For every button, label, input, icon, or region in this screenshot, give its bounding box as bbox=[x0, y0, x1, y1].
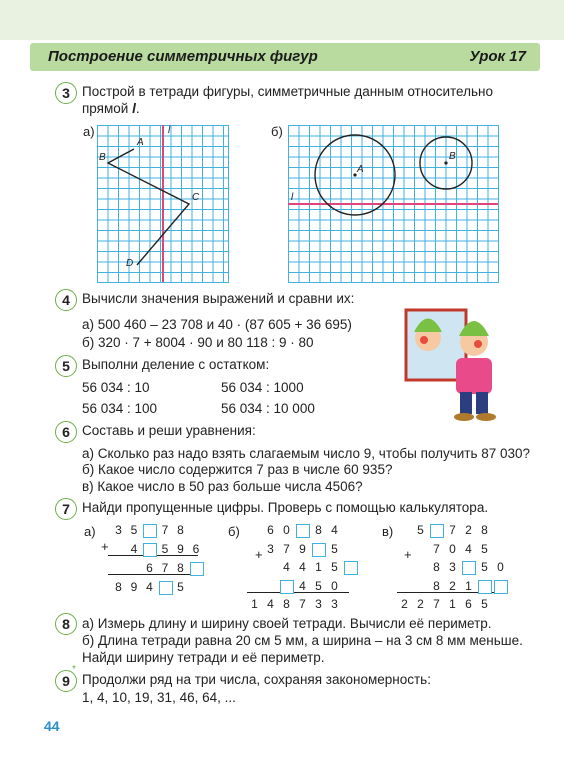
column-digit: 3 bbox=[331, 597, 338, 611]
task-4-number: 4 bbox=[55, 289, 77, 311]
column-digit: 3 bbox=[115, 523, 122, 537]
column-digit: 9 bbox=[130, 580, 138, 594]
figure-a bbox=[97, 125, 237, 285]
column-digit: 6 bbox=[267, 523, 274, 537]
plus-sign-b: + bbox=[255, 547, 263, 562]
task-3-line2: прямой l. bbox=[82, 101, 140, 116]
task-7-title: Найди пропущенные цифры. Проверь с помощью калькулятора. bbox=[82, 500, 489, 515]
missing-digit-box[interactable] bbox=[143, 543, 157, 557]
task-3-part-b: б) bbox=[271, 124, 283, 139]
center-b bbox=[444, 161, 447, 164]
task-7-number: 7 bbox=[55, 498, 77, 520]
column-digit: 1 bbox=[449, 597, 456, 611]
column-digit: 5 bbox=[331, 541, 338, 556]
missing-digit-box[interactable] bbox=[190, 562, 204, 576]
column-digit: 7 bbox=[433, 597, 440, 611]
column-digit: 0 bbox=[497, 560, 504, 574]
task-9-number: 9 bbox=[55, 670, 77, 692]
column-digit: 9 bbox=[177, 542, 184, 556]
column-digit: 3 bbox=[315, 597, 322, 611]
column-digit: 4 bbox=[299, 578, 306, 593]
column-digit: 0 bbox=[283, 523, 290, 537]
task-9-title: Продолжи ряд на три числа, сохраняя закономерность: bbox=[82, 672, 431, 687]
column-digit: 5 bbox=[481, 541, 488, 556]
task-3-number: 3 bbox=[55, 82, 77, 104]
plus-sign-c: + bbox=[404, 547, 412, 562]
axis-label-b: l bbox=[291, 192, 294, 203]
column-digit: 8 bbox=[315, 523, 322, 537]
column-digit: 8 bbox=[433, 560, 440, 574]
task-5-r1c2: 56 034 : 1000 bbox=[221, 380, 304, 395]
center-a-label: A bbox=[357, 164, 364, 175]
top-band bbox=[0, 0, 564, 40]
column-digit: 8 bbox=[177, 561, 184, 575]
missing-digit-box[interactable] bbox=[344, 561, 358, 575]
task-9-series: 1, 4, 10, 19, 31, 46, 64, ... bbox=[82, 690, 236, 705]
column-digit: 4 bbox=[299, 560, 306, 574]
column-digit: 4 bbox=[283, 560, 290, 574]
column-digit: 8 bbox=[177, 523, 184, 537]
column-digit: 5 bbox=[331, 560, 338, 574]
task-6-a: а) Сколько раз надо взять слагаемым число 9, чтобы получить 87 030? bbox=[82, 446, 531, 461]
axis-label-a: l bbox=[168, 125, 171, 136]
column-digit: 7 bbox=[449, 523, 456, 537]
column-digit: 4 bbox=[130, 542, 138, 556]
missing-digit-box[interactable] bbox=[296, 524, 310, 538]
point-b-label: B bbox=[99, 152, 106, 163]
lesson-title: Построение симметричных фигур bbox=[48, 48, 318, 65]
missing-digit-box[interactable] bbox=[494, 580, 508, 594]
missing-digit-box[interactable] bbox=[462, 561, 476, 575]
task-6-number: 6 bbox=[55, 421, 77, 443]
point-d-label: D bbox=[126, 258, 134, 269]
task-5-number: 5 bbox=[55, 355, 77, 377]
column-digit: 8 bbox=[115, 580, 122, 594]
column-digit: 7 bbox=[299, 597, 306, 611]
column-digit: 8 bbox=[283, 597, 290, 611]
column-digit: 6 bbox=[192, 542, 200, 556]
task-5-r1c1: 56 034 : 10 bbox=[82, 380, 150, 395]
column-digit: 4 bbox=[465, 541, 472, 556]
sweater-icon bbox=[456, 358, 492, 394]
task-7-label-a: а) bbox=[84, 524, 96, 539]
missing-digit-box[interactable] bbox=[430, 524, 444, 538]
task-3-part-a: а) bbox=[83, 124, 95, 139]
column-digit: 7 bbox=[161, 561, 169, 575]
task-3-line1: Построй в тетради фигуры, симметричные данным относительно bbox=[82, 84, 493, 99]
column-digit: 1 bbox=[315, 560, 322, 574]
task-7-label-b: б) bbox=[228, 524, 240, 539]
column-digit: 4 bbox=[146, 580, 153, 594]
column-digit: 0 bbox=[331, 578, 338, 593]
task-4-title: Вычисли значения выражений и сравни их: bbox=[82, 291, 355, 306]
task-6-b: б) Какое число содержится 7 раз в числе 60 935? bbox=[82, 462, 393, 477]
missing-digit-box[interactable] bbox=[280, 580, 294, 594]
task-6-c: в) Какое число в 50 раз больше числа 4506? bbox=[82, 479, 363, 494]
column-digit: 5 bbox=[417, 523, 424, 537]
column-digit: 6 bbox=[465, 597, 472, 611]
column-digit: 2 bbox=[417, 597, 424, 611]
column-digit: 5 bbox=[130, 523, 138, 537]
column-digit: 9 bbox=[299, 541, 306, 556]
task-8-b2: Найди ширину тетради и её периметр. bbox=[82, 650, 325, 665]
column-digit: 5 bbox=[315, 578, 322, 593]
task-8-a: а) Измерь длину и ширину своей тетради. Вычисли её периметр. bbox=[82, 616, 492, 631]
column-digit: 7 bbox=[161, 523, 169, 537]
lesson-header bbox=[30, 43, 540, 71]
missing-digit-box[interactable] bbox=[159, 581, 173, 595]
column-digit: 0 bbox=[449, 541, 456, 556]
column-digit: 1 bbox=[465, 578, 472, 593]
column-digit: 5 bbox=[177, 580, 184, 594]
center-b-label: B bbox=[449, 151, 456, 162]
column-digit: 5 bbox=[481, 560, 488, 574]
missing-digit-box[interactable] bbox=[312, 543, 326, 557]
figure-b bbox=[288, 125, 503, 285]
task-8-number: 8 bbox=[55, 613, 77, 635]
column-digit: 7 bbox=[433, 541, 440, 556]
column-digit: 2 bbox=[465, 523, 472, 537]
column-digit: 8 bbox=[481, 523, 488, 537]
task-9-star: * bbox=[72, 664, 76, 675]
column-digit: 3 bbox=[449, 560, 456, 574]
task-5-r2c1: 56 034 : 100 bbox=[82, 401, 158, 416]
broken-line-a bbox=[108, 149, 189, 265]
lesson-number: Урок 17 bbox=[469, 48, 526, 65]
column-digit: 5 bbox=[161, 542, 169, 556]
task-5-r2c2: 56 034 : 10 000 bbox=[221, 401, 315, 416]
task-4-a: а) 500 460 – 23 708 и 40 · (87 605 + 36 695) bbox=[82, 317, 352, 332]
column-digit: 4 bbox=[267, 597, 274, 611]
page-number: 44 bbox=[44, 718, 60, 734]
task-3-line-name: l bbox=[132, 101, 136, 116]
column-digit: 2 bbox=[449, 578, 456, 593]
column-digit: 5 bbox=[481, 597, 488, 611]
illustration-kids-mirror bbox=[396, 300, 520, 425]
column-digit: 2 bbox=[401, 597, 408, 611]
column-digit: 3 bbox=[267, 541, 274, 556]
task-5-title: Выполни деление с остатком: bbox=[82, 357, 270, 372]
point-a-label: A bbox=[137, 137, 144, 148]
task-8-b1: б) Длина тетради равна 20 см 5 мм, а ширина – на 3 см 8 мм меньше. bbox=[82, 633, 523, 648]
task-3-line2-text: прямой bbox=[82, 101, 129, 116]
plus-sign-a: + bbox=[101, 539, 109, 554]
column-digit: 4 bbox=[331, 523, 338, 537]
task-6-title: Составь и реши уравнения: bbox=[82, 423, 256, 438]
task-7-label-c: в) bbox=[382, 524, 394, 539]
task-4-b: б) 320 · 7 + 8004 · 90 и 80 118 : 9 · 80 bbox=[82, 335, 314, 350]
point-c-label: C bbox=[192, 192, 200, 203]
missing-digit-box[interactable] bbox=[143, 524, 157, 538]
missing-digit-box[interactable] bbox=[478, 580, 492, 594]
column-digit: 1 bbox=[251, 597, 258, 611]
column-digit: 6 bbox=[146, 561, 153, 575]
column-digit: 8 bbox=[433, 578, 440, 593]
column-digit: 7 bbox=[283, 541, 290, 556]
